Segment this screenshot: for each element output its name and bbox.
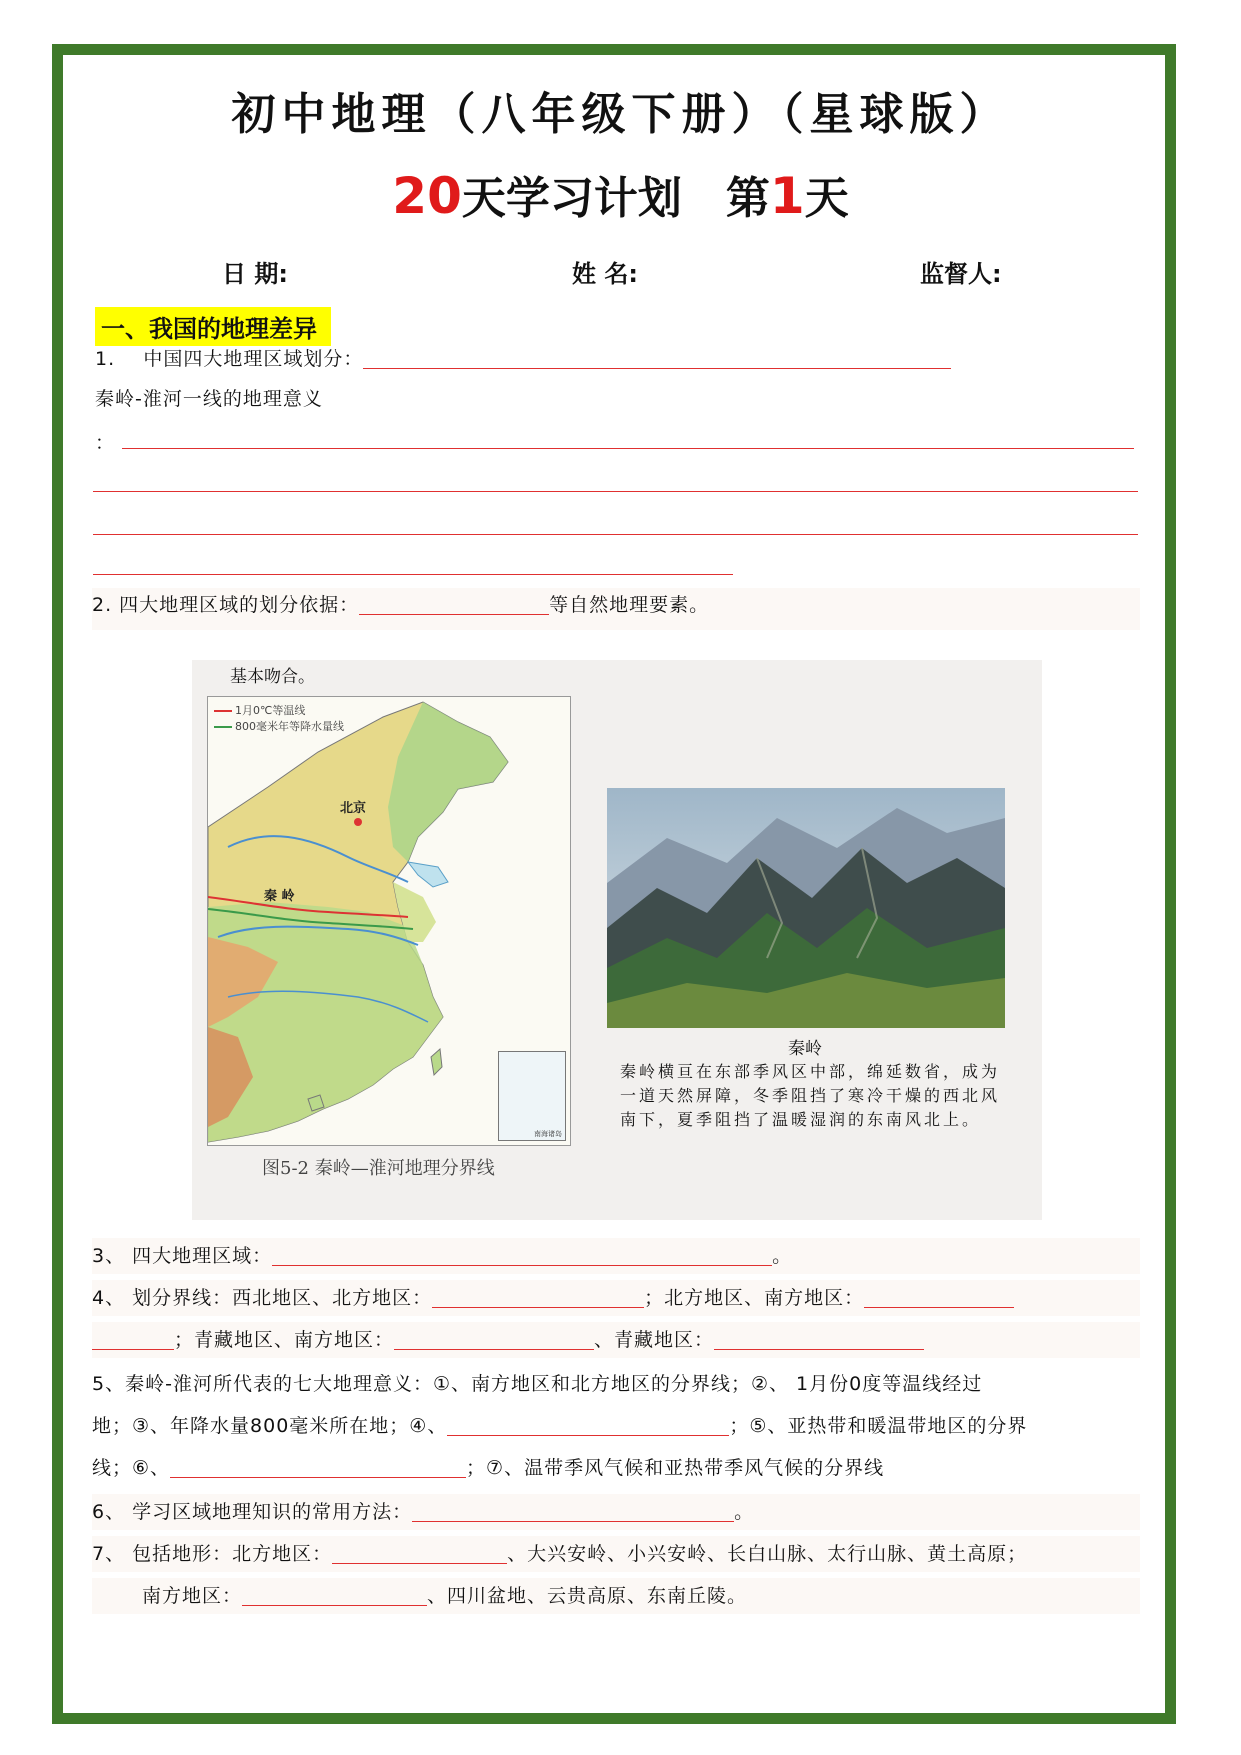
question-6 [92,1494,1140,1530]
q7-text-2: 、大兴安岭、小兴安岭、长白山脉、太行山脉、黄土高原； [507,1543,1028,1565]
q2-suffix: 等自然地理要素。 [549,594,710,616]
page-title: 初中地理（八年级下册）（星球版） [231,89,1010,140]
answer-blank[interactable] [170,1457,466,1478]
legend-isohyet: 800毫米年等降水量线 [214,719,344,735]
q7-text-4: 、四川盆地、云贵高原、东南丘陵。 [427,1585,748,1607]
question-4 [92,1280,1140,1316]
question-1 [95,346,951,372]
q1-text: 中国四大地理区域划分： [143,348,364,370]
textbook-figure [192,660,1042,1220]
answer-blank[interactable] [714,1329,924,1350]
mountain-image [607,788,1005,1028]
china-map [207,696,571,1146]
answer-blank[interactable] [363,348,951,369]
photo-title: 秦岭 [788,1039,822,1059]
date-label: 日 期: [222,260,288,288]
answer-blank[interactable] [272,1245,772,1266]
q4-text-3: ；青藏地区、南方地区： [174,1329,395,1351]
qinling-photo [607,788,1005,1028]
q3-suffix: 。 [772,1245,793,1267]
answer-blank[interactable] [332,1543,507,1564]
supervisor-label: 监督人: [920,260,1002,288]
answer-line[interactable] [93,491,1138,492]
question-7 [92,1536,1140,1572]
map-label-qinling: 秦 岭 [264,889,295,904]
south-china-sea-inset [498,1051,566,1141]
answer-blank[interactable] [432,1287,644,1308]
q2-text: 2. 四大地理区域的划分依据： [92,594,360,616]
question-1b: 秦岭-淮河一线的地理意义 [95,388,323,410]
answer-blank[interactable] [412,1501,734,1522]
plan-text: 天学习计划 [461,173,682,224]
answer-blank[interactable] [394,1329,594,1350]
question-3 [92,1238,1140,1274]
photo-description: 秦岭横亘在东部季风区中部，绵延数省，成为一道天然屏障，冬季阻挡了寒冷干燥的西北风南下，夏季阻挡了温暖湿润的东南风北上。 [620,1062,1001,1129]
question-5: 5、秦岭-淮河所代表的七大地理意义：①、南方地区和北方地区的分界线；②、 1月份0度等温线经过 [92,1373,983,1395]
name-label: 姓 名: [572,260,638,288]
study-plan-heading [0,162,1241,226]
figure-caption: 图5-2 秦岭—淮河地理分界线 [262,1158,495,1179]
question-4-cont [92,1322,1140,1358]
question-5-line2 [92,1408,1140,1444]
inset-label: 南海诸岛 [534,1130,562,1138]
q5-text-3a: 线；⑥、 [92,1457,171,1479]
answer-line[interactable] [93,534,1138,535]
legend-isotherm: 1月0℃等温线 [214,703,344,719]
answer-blank[interactable] [242,1585,427,1606]
map-label-beijing: 北京 [340,801,367,816]
answer-blank[interactable] [864,1287,1014,1308]
answer-line[interactable] [122,448,1134,449]
q7-text-1: 7、 包括地形：北方地区： [92,1543,333,1565]
answer-blank[interactable] [359,594,549,615]
q5-text-2a: 地；③、年降水量800毫米所在地；④、 [92,1415,448,1437]
q4-text-4: 、青藏地区： [594,1329,715,1351]
map-legend [214,703,344,735]
day-suffix: 天 [804,173,849,224]
answer-line[interactable] [93,574,733,575]
q4-text-2: ；北方地区、南方地区： [644,1287,865,1309]
answer-blank[interactable] [447,1415,729,1436]
q1-number: 1. [95,348,116,370]
question-5-line3 [92,1450,1140,1486]
q5-text-3b: ；⑦、温带季风气候和亚热带季风气候的分界线 [466,1457,885,1479]
question-7-cont [92,1578,1140,1614]
q5-text-2b: ；⑤、亚热带和暖温带地区的分界 [729,1415,1028,1437]
day-number: 1 [769,167,805,225]
q4-text-1: 4、 划分界线：西北地区、北方地区： [92,1287,433,1309]
q6-suffix: 。 [734,1501,755,1523]
q7-text-3: 南方地区： [142,1585,243,1607]
section-heading: 一、我国的地理差异 [95,307,331,346]
question-2 [92,588,1140,630]
day-prefix: 第 [725,173,770,224]
plan-days-number: 20 [392,167,462,225]
answer-blank[interactable] [92,1329,174,1350]
q6-text: 6、 学习区域地理知识的常用方法： [92,1501,413,1523]
q3-text: 3、 四大地理区域： [92,1245,273,1267]
figure-top-text: 基本吻合。 [230,667,315,687]
q1b-colon: ： [95,432,116,454]
